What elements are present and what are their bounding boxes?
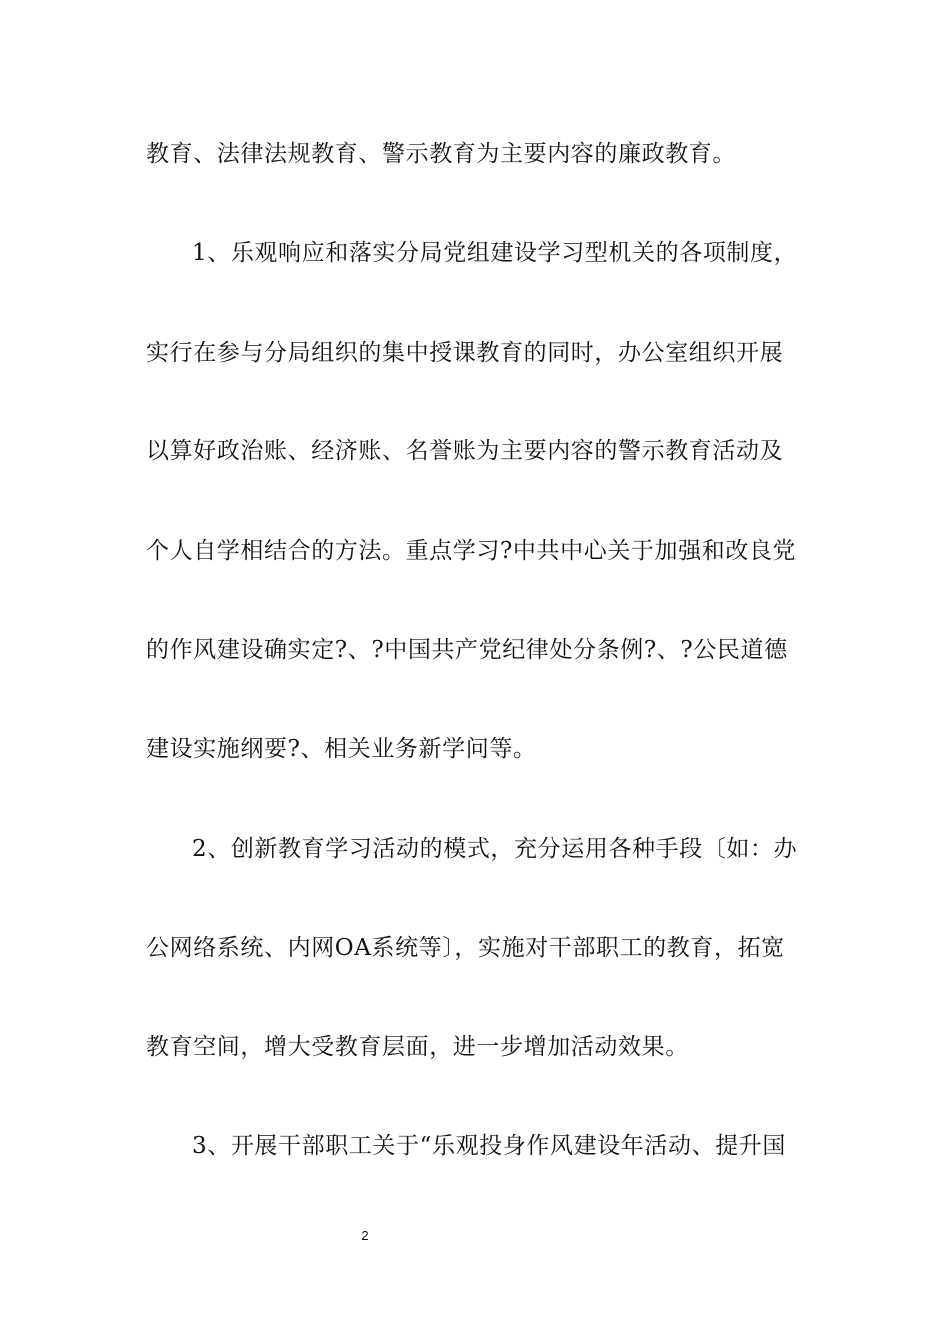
text-line: 的作风建设确实定?、?中国共产党纪律处分条例?、?公民道德	[146, 637, 788, 663]
text-line: 1、乐观响应和落实分局党组建设学习型机关的各项制度，	[192, 240, 798, 266]
page-number: 2	[361, 1228, 369, 1243]
text-line: 教育空间，增大受教育层面，进一步增加活动效果。	[146, 1034, 689, 1060]
text-line: 以算好政治账、经济账、名誉账为主要内容的警示教育活动及	[146, 438, 784, 464]
text-line: 实行在参与分局组织的集中授课教育的同时，办公室组织开展	[146, 340, 784, 366]
text-line: 个人自学相结合的方法。重点学习?中共中心关于加强和改良党	[146, 538, 797, 564]
text-line: 建设实施纲要?、相关业务新学问等。	[146, 736, 537, 762]
text-line: 3、开展干部职工关于“乐观投身作风建设年活动、提升国	[192, 1133, 786, 1159]
text-line: 2、创新教育学习活动的模式，充分运用各种手段〔如：办	[192, 836, 798, 862]
text-line: 教育、法律法规教育、警示教育为主要内容的廉政教育。	[146, 141, 736, 167]
text-line: 公网络系统、内网OA系统等〕，实施对干部职工的教育，拓宽	[146, 935, 785, 961]
